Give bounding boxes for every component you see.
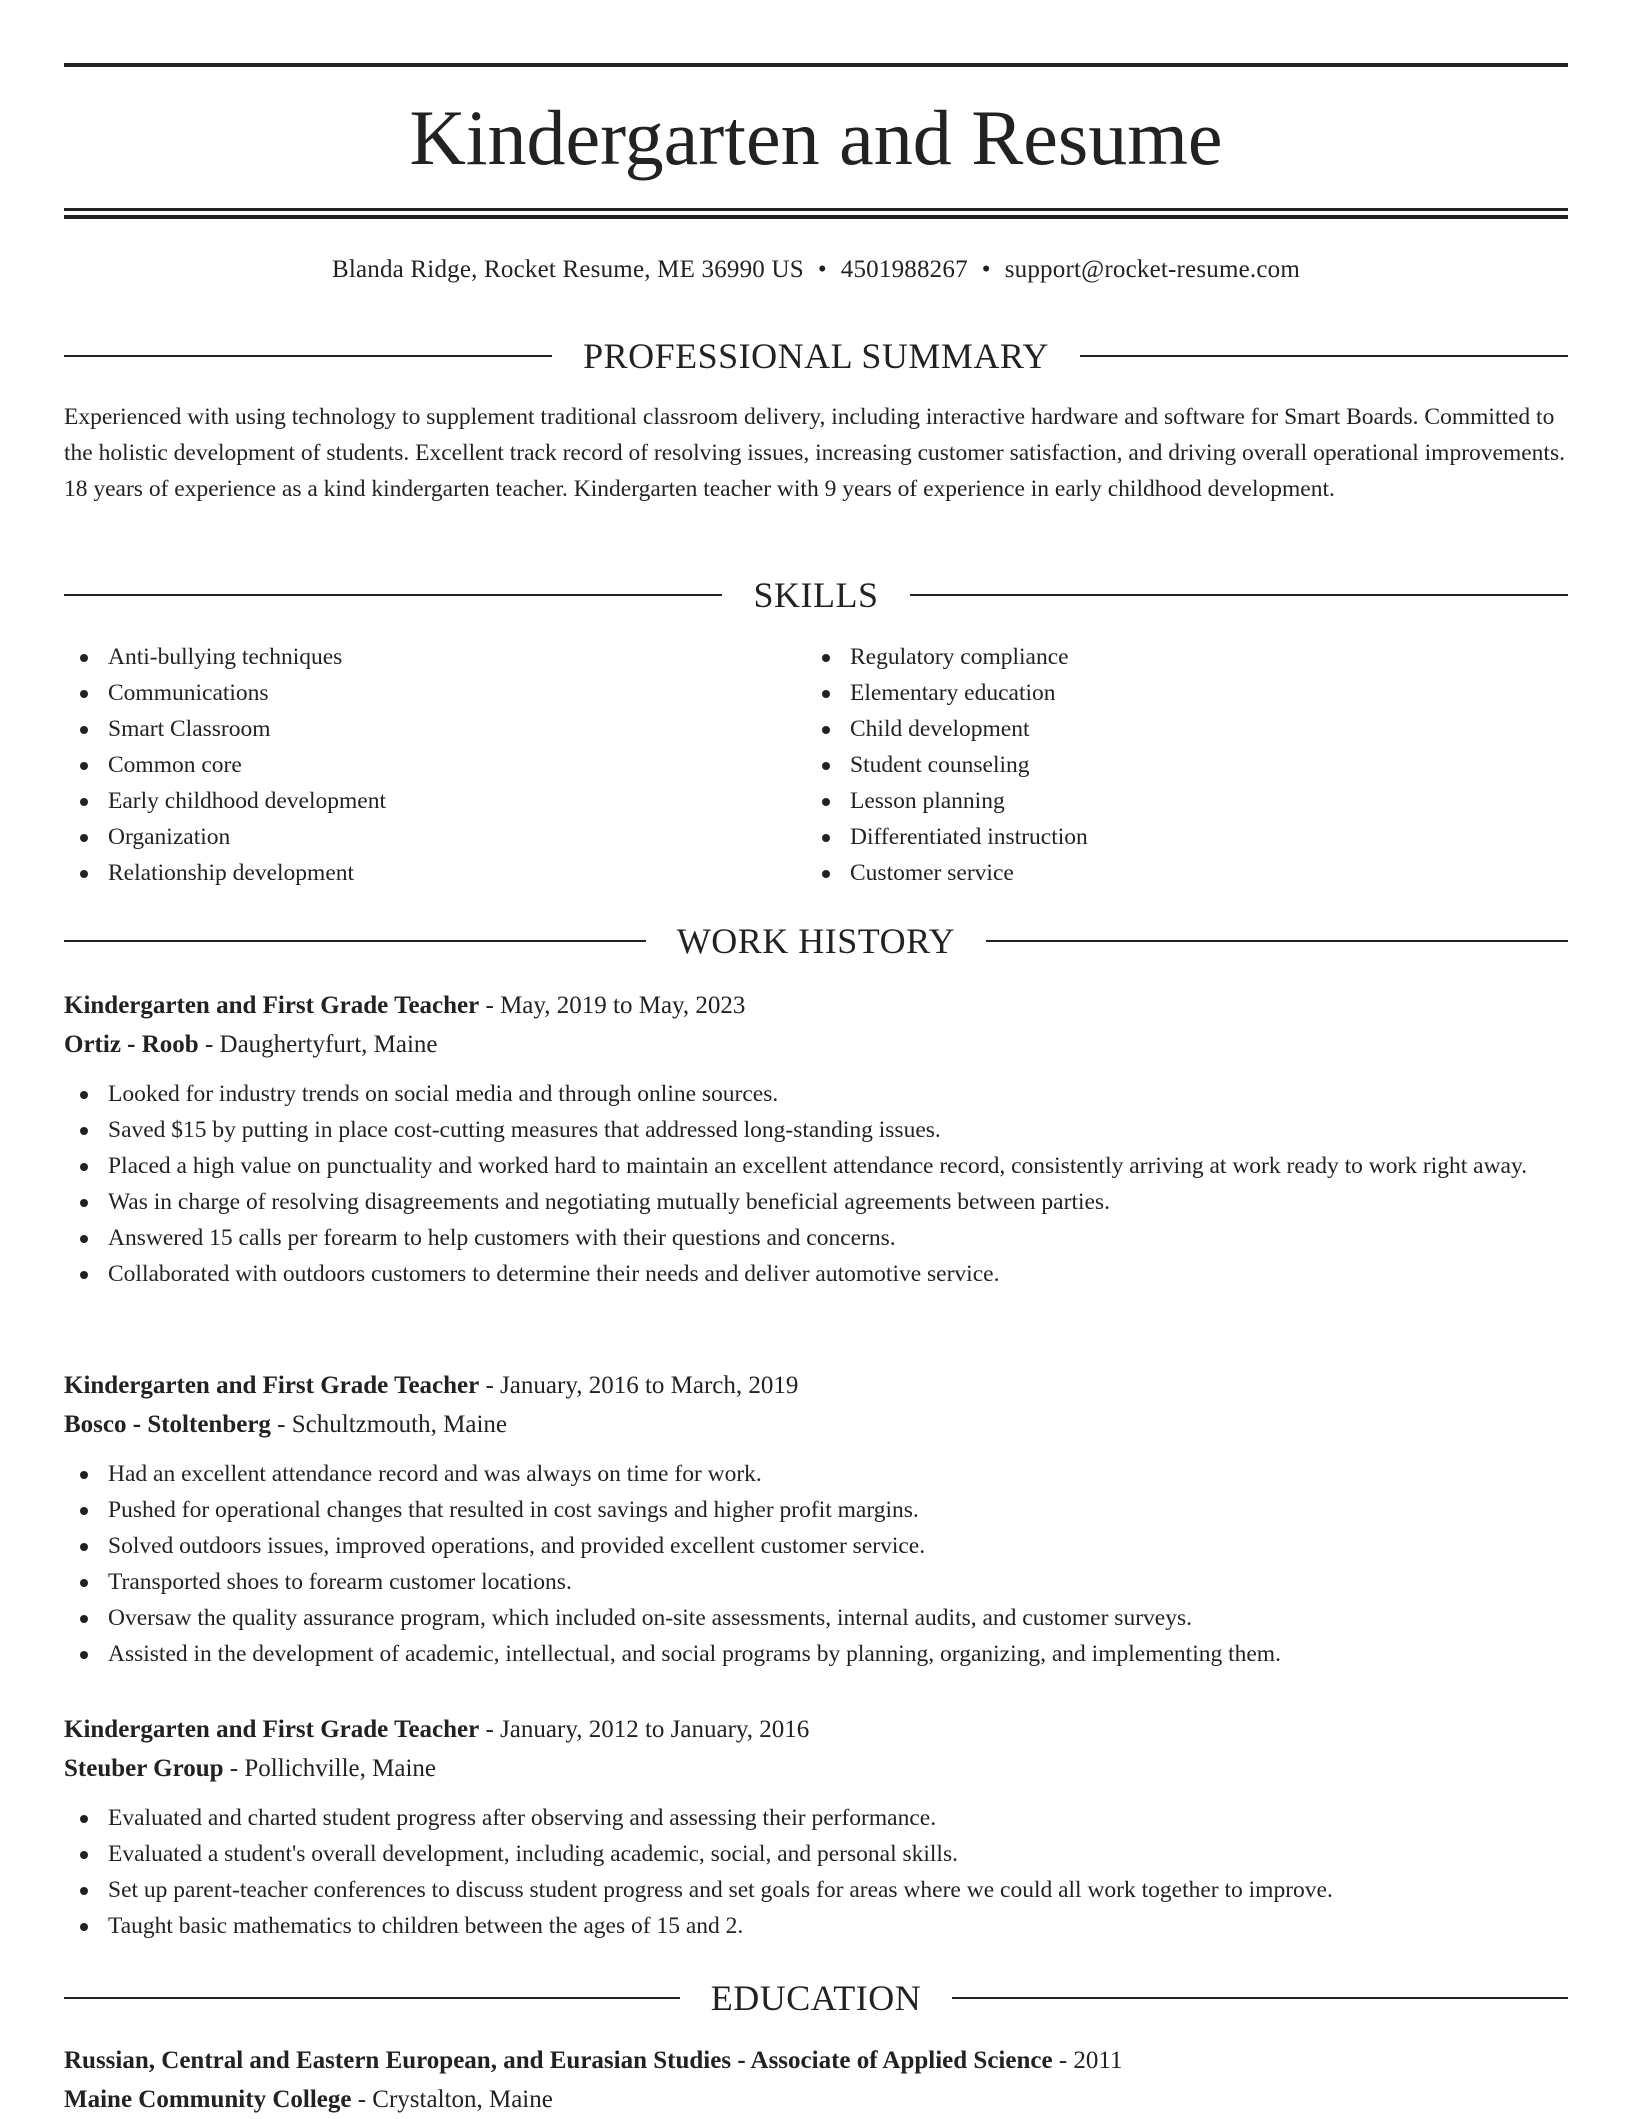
skill-item: Smart Classroom xyxy=(64,711,804,747)
job-entry xyxy=(64,1366,1568,1672)
skills-list-left xyxy=(64,639,804,891)
job-company-line xyxy=(64,1749,1568,1788)
skill-item: Child development xyxy=(806,711,1566,747)
dash: - xyxy=(479,992,501,1019)
job-bullets xyxy=(64,1076,1568,1292)
header-top-rule xyxy=(64,63,1568,67)
skill-item: Common core xyxy=(64,747,804,783)
job-bullet: Transported shoes to forearm customer locations. xyxy=(64,1564,1568,1600)
job-bullet: Oversaw the quality assurance program, which included on-site assessments, internal audits, and customer surveys. xyxy=(64,1600,1568,1636)
section-title-education: EDUCATION xyxy=(710,1978,922,2018)
job-bullet: Looked for industry trends on social media and through online sources. xyxy=(64,1076,1568,1112)
job-bullet: Collaborated with outdoors customers to determine their needs and deliver automotive service. xyxy=(64,1256,1568,1292)
job-dates: January, 2012 to January, 2016 xyxy=(500,1716,810,1743)
education-year: 2011 xyxy=(1073,2047,1123,2074)
dash: - xyxy=(479,1372,501,1399)
job-entry xyxy=(64,1710,1568,1944)
contact-separator: • xyxy=(817,256,827,283)
job-bullets xyxy=(64,1456,1568,1672)
section-title-work-history: WORK HISTORY xyxy=(676,921,956,961)
job-bullet: Placed a high value on punctuality and worked hard to maintain an excellent attendance record, consistently arriving at work ready to work right away. xyxy=(64,1148,1568,1184)
job-title-line xyxy=(64,1710,1568,1749)
job-bullet: Taught basic mathematics to children between the ages of 15 and 2. xyxy=(64,1908,1568,1944)
job-bullet: Assisted in the development of academic, intellectual, and social programs by planning, organizing, and implementing them. xyxy=(64,1636,1568,1672)
job-bullet: Saved $15 by putting in place cost-cutting measures that addressed long-standing issues. xyxy=(64,1112,1568,1148)
skill-item: Anti-bullying techniques xyxy=(64,639,804,675)
job-dates: January, 2016 to March, 2019 xyxy=(500,1372,799,1399)
contact-address: Blanda Ridge, Rocket Resume, ME 36990 US xyxy=(331,256,804,283)
resume-name: Kindergarten and Resume xyxy=(409,94,1223,181)
section-title-summary: PROFESSIONAL SUMMARY xyxy=(583,336,1049,376)
education-school: Maine Community College xyxy=(64,2086,352,2113)
education-degree-line xyxy=(64,2041,1568,2080)
job-entry xyxy=(64,986,1568,1292)
contact-line xyxy=(64,252,1568,288)
job-title: Kindergarten and First Grade Teacher xyxy=(64,992,480,1019)
skill-item: Organization xyxy=(64,819,804,855)
skill-item: Lesson planning xyxy=(806,783,1566,819)
job-company: Steuber Group xyxy=(64,1755,224,1782)
skill-item: Early childhood development xyxy=(64,783,804,819)
job-bullets xyxy=(64,1800,1568,1944)
skills-list-right xyxy=(806,639,1566,891)
education-school-line xyxy=(64,2080,1568,2119)
job-bullet: Had an excellent attendance record and was always on time for work. xyxy=(64,1456,1568,1492)
education-entry xyxy=(64,2041,1568,2119)
skill-item: Student counseling xyxy=(806,747,1566,783)
header-rule-upper xyxy=(64,208,1568,211)
dash: - xyxy=(223,1755,245,1782)
skill-item: Relationship development xyxy=(64,855,804,891)
contact-email: support@rocket-resume.com xyxy=(1004,256,1301,283)
skill-item: Regulatory compliance xyxy=(806,639,1566,675)
skill-item: Differentiated instruction xyxy=(806,819,1566,855)
dash: - xyxy=(198,1031,220,1058)
job-title-line xyxy=(64,1366,1568,1405)
section-header-education xyxy=(64,1976,1568,2020)
job-location: Daughertyfurt, Maine xyxy=(219,1031,438,1058)
dash: - xyxy=(351,2086,373,2113)
job-dates: May, 2019 to May, 2023 xyxy=(500,992,746,1019)
job-bullet: Pushed for operational changes that resulted in cost savings and higher profit margins. xyxy=(64,1492,1568,1528)
section-title-skills: SKILLS xyxy=(753,575,879,615)
job-company: Bosco - Stoltenberg xyxy=(64,1411,271,1438)
dash: - xyxy=(479,1716,501,1743)
job-bullet: Was in charge of resolving disagreements and negotiating mutually beneficial agreements between parties. xyxy=(64,1184,1568,1220)
skill-item: Communications xyxy=(64,675,804,711)
job-bullet: Evaluated a student's overall development, including academic, social, and personal skills. xyxy=(64,1836,1568,1872)
job-company-line xyxy=(64,1025,1568,1064)
job-bullet: Solved outdoors issues, improved operations, and provided excellent customer service. xyxy=(64,1528,1568,1564)
job-location: Schultzmouth, Maine xyxy=(291,1411,507,1438)
job-bullet: Evaluated and charted student progress after observing and assessing their performance. xyxy=(64,1800,1568,1836)
job-bullet: Answered 15 calls per forearm to help customers with their questions and concerns. xyxy=(64,1220,1568,1256)
education-location: Crystalton, Maine xyxy=(372,2086,553,2113)
contact-phone: 4501988267 xyxy=(840,256,968,283)
dash: - xyxy=(1052,2047,1074,2074)
section-header-work-history xyxy=(64,919,1568,963)
job-title: Kindergarten and First Grade Teacher xyxy=(64,1716,480,1743)
job-location: Pollichville, Maine xyxy=(244,1755,436,1782)
job-bullet: Set up parent-teacher conferences to discuss student progress and set goals for areas where we could all work together to improve. xyxy=(64,1872,1568,1908)
summary-text: Experienced with using technology to supplement traditional classroom delivery, including interactive hardware and software for Smart Boards. Committed to the holistic development of students. Excellent track record of resolving issues, increasing customer satisfaction, and driving overall operational improvements. 18 years of experience as a kind kindergarten teacher. Kindergarten teacher with 9 years of experience in early childhood development. xyxy=(64,404,1565,502)
job-company-line xyxy=(64,1405,1568,1444)
dash: - xyxy=(270,1411,292,1438)
section-header-summary xyxy=(64,334,1568,378)
skill-item: Customer service xyxy=(806,855,1566,891)
section-header-skills xyxy=(64,573,1568,617)
job-title: Kindergarten and First Grade Teacher xyxy=(64,1372,480,1399)
contact-separator: • xyxy=(981,256,991,283)
education-degree: Russian, Central and Eastern European, and Eurasian Studies - Associate of Applied Science xyxy=(64,2047,1053,2074)
job-company: Ortiz - Roob xyxy=(64,1031,199,1058)
job-title-line xyxy=(64,986,1568,1025)
header-rule-lower xyxy=(64,215,1568,219)
skill-item: Elementary education xyxy=(806,675,1566,711)
